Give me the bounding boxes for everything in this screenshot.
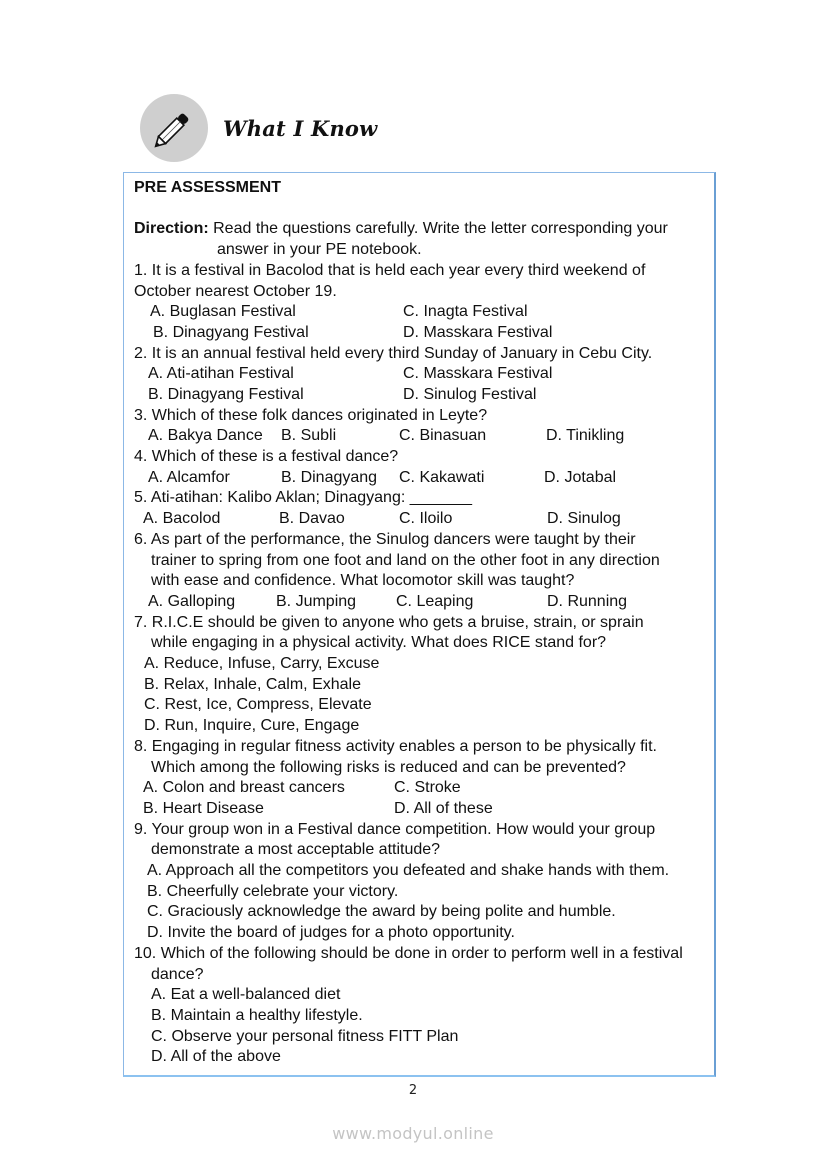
option-d: D. All of these bbox=[394, 799, 493, 817]
question-7 bbox=[134, 613, 708, 737]
direction bbox=[134, 219, 708, 240]
question-text: 10. Which of the following should be done in order to perform well in a festival bbox=[134, 944, 683, 962]
option-c: C. Rest, Ice, Compress, Elevate bbox=[144, 696, 372, 714]
question-text: 4. Which of these is a festival dance? bbox=[134, 448, 399, 466]
question-text: 5. Ati-atihan: Kalibo Aklan; Dinagyang: _______ bbox=[134, 489, 473, 507]
option-d: D. Sinulog bbox=[547, 510, 621, 528]
option-a: A. Approach all the competitors you defeated and shake hands with them. bbox=[147, 862, 670, 880]
option-c: C. Observe your personal fitness FITT Plan bbox=[151, 1027, 459, 1045]
section-title: What I Know bbox=[223, 115, 378, 141]
option-d: D. Masskara Festival bbox=[403, 323, 553, 341]
option-c: C. Leaping bbox=[396, 592, 474, 610]
option-a: A. Colon and breast cancers bbox=[143, 779, 345, 797]
question-text: 8. Engaging in regular fitness activity enables a person to be physically fit. bbox=[134, 737, 657, 755]
option-a: A. Buglasan Festival bbox=[150, 303, 296, 321]
question-1 bbox=[134, 261, 708, 344]
option-d: D. Running bbox=[547, 592, 628, 610]
question-text-cont: while engaging in a physical activity. What does RICE stand for? bbox=[151, 634, 607, 652]
option-b: B. Relax, Inhale, Calm, Exhale bbox=[144, 675, 361, 693]
assessment-content bbox=[134, 178, 708, 1068]
question-2 bbox=[134, 344, 708, 406]
question-text: 9. Your group won in a Festival dance competition. How would your group bbox=[134, 820, 656, 838]
option-b: B. Maintain a healthy lifestyle. bbox=[151, 1006, 363, 1024]
option-b: B. Subli bbox=[281, 427, 337, 445]
direction-text: Read the questions carefully. Write the letter corresponding your bbox=[213, 220, 668, 238]
question-6 bbox=[134, 530, 708, 613]
option-d: D. All of the above bbox=[151, 1048, 281, 1066]
option-b: B. Heart Disease bbox=[143, 799, 264, 817]
option-a: A. Galloping bbox=[148, 592, 236, 610]
option-a: A. Ati-atihan Festival bbox=[148, 365, 294, 383]
page-number: 2 bbox=[408, 1083, 418, 1098]
question-8 bbox=[134, 737, 708, 820]
option-c: C. Kakawati bbox=[399, 468, 485, 486]
pencil-icon bbox=[151, 105, 197, 151]
option-b: B. Dinagyang Festival bbox=[153, 323, 309, 341]
question-text: 3. Which of these folk dances originated in Leyte? bbox=[134, 406, 488, 424]
assessment-heading: PRE ASSESSMENT bbox=[134, 179, 281, 196]
option-b: B. Dinagyang Festival bbox=[148, 385, 304, 403]
option-b: B. Davao bbox=[279, 510, 345, 528]
question-10 bbox=[134, 944, 708, 1068]
question-text: 2. It is an annual festival held every third Sunday of January in Cebu City. bbox=[134, 344, 653, 362]
option-c: C. Binasuan bbox=[399, 427, 487, 445]
option-c: C. Graciously acknowledge the award by being polite and humble. bbox=[147, 903, 616, 921]
option-c: C. Iloilo bbox=[399, 510, 453, 528]
option-b: B. Dinagyang bbox=[281, 468, 378, 486]
watermark: www.modyul.online bbox=[332, 1124, 494, 1143]
question-5 bbox=[134, 488, 708, 529]
option-b: B. Jumping bbox=[276, 592, 357, 610]
question-text-cont: demonstrate a most acceptable attitude? bbox=[151, 841, 441, 859]
direction-text-cont: answer in your PE notebook. bbox=[217, 241, 422, 259]
option-b: B. Cheerfully celebrate your victory. bbox=[147, 882, 399, 900]
direction-label: Direction: bbox=[134, 220, 209, 238]
question-9 bbox=[134, 820, 708, 944]
question-text-cont: Which among the following risks is reduced and can be prevented? bbox=[151, 758, 626, 776]
option-d: D. Invite the board of judges for a photo opportunity. bbox=[147, 924, 515, 942]
section-header bbox=[140, 94, 377, 162]
option-a: A. Bakya Dance bbox=[148, 427, 263, 445]
option-a: A. Reduce, Infuse, Carry, Excuse bbox=[144, 655, 380, 673]
option-d: D. Jotabal bbox=[544, 468, 617, 486]
option-c: C. Stroke bbox=[394, 779, 461, 797]
option-c: C. Inagta Festival bbox=[403, 303, 528, 321]
question-4 bbox=[134, 447, 708, 488]
option-d: D. Sinulog Festival bbox=[403, 385, 537, 403]
question-text: 6. As part of the performance, the Sinulog dancers were taught by their bbox=[134, 530, 636, 548]
option-a: A. Eat a well-balanced diet bbox=[151, 986, 341, 1004]
option-d: D. Run, Inquire, Cure, Engage bbox=[144, 717, 360, 735]
question-text-cont: trainer to spring from one foot and land on the other foot in any direction bbox=[151, 551, 660, 569]
question-text: 7. R.I.C.E should be given to anyone who gets a bruise, strain, or sprain bbox=[134, 613, 644, 631]
option-d: D. Tinikling bbox=[546, 427, 625, 445]
option-c: C. Masskara Festival bbox=[403, 365, 553, 383]
option-a: A. Bacolod bbox=[143, 510, 221, 528]
question-text-cont: October nearest October 19. bbox=[134, 282, 337, 300]
pencil-icon-badge bbox=[140, 94, 208, 162]
option-a: A. Alcamfor bbox=[148, 468, 230, 486]
question-text: 1. It is a festival in Bacolod that is held each year every third weekend of bbox=[134, 261, 646, 279]
question-text-cont: dance? bbox=[151, 965, 204, 983]
question-text-cont: with ease and confidence. What locomotor skill was taught? bbox=[151, 572, 575, 590]
question-3 bbox=[134, 406, 708, 447]
